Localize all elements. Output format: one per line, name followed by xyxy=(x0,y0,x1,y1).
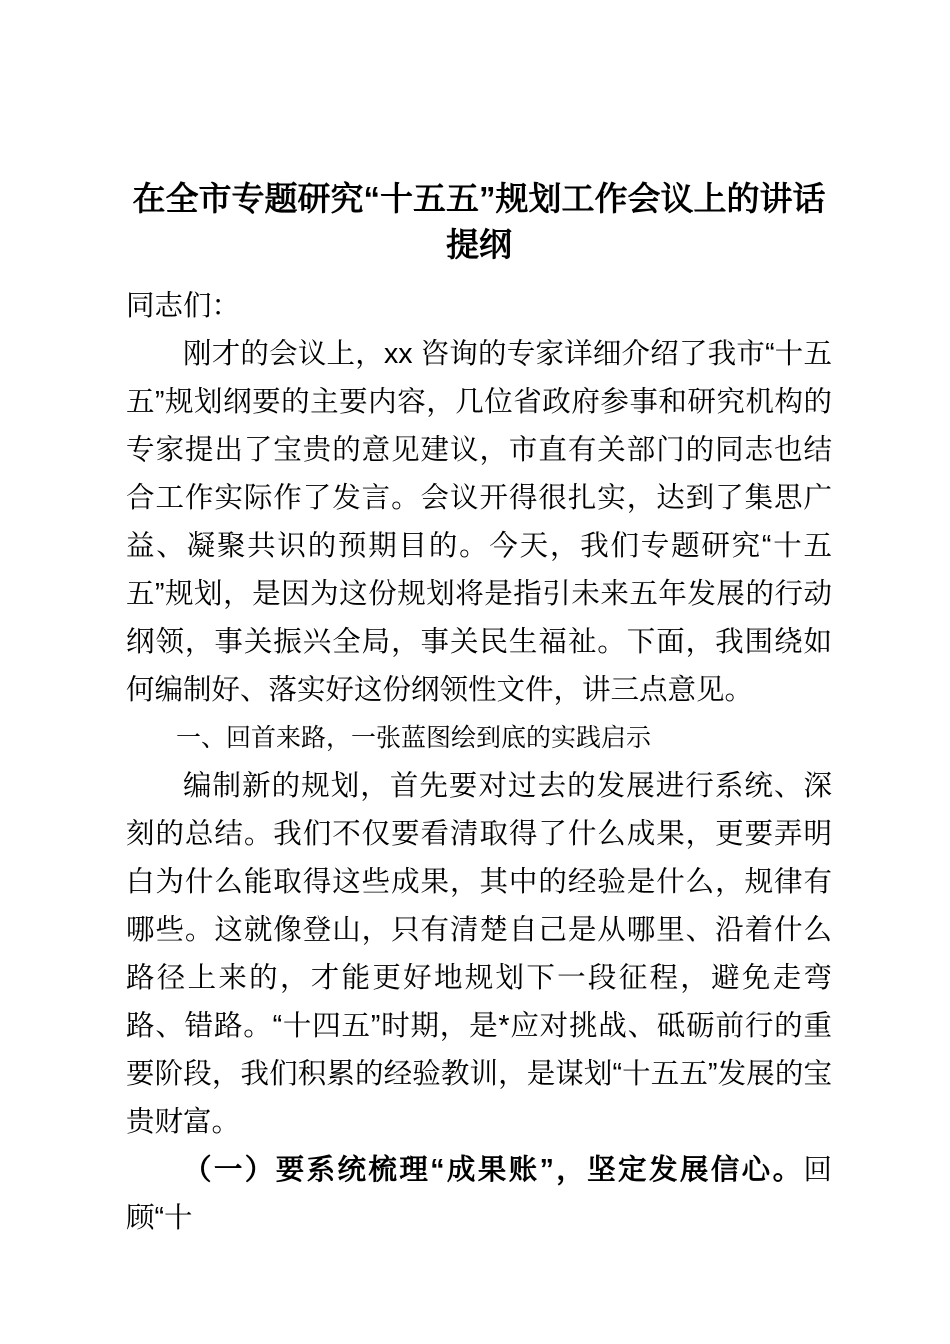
section-heading-1: 一、回首来路，一张蓝图绘到底的实践启示 xyxy=(176,724,652,752)
subsection-body-1-1: 回顾“十 xyxy=(126,1154,832,1234)
paragraph-intro: 刚才的会议上，xx 咨询的专家详细介绍了我市“十五五”规划纲要的主要内容，几位省政府参事和研究机构的专家提出了宝贵的意见建议，市直有关部门的同志也结合工作实际作了发言。会议开得很扎实，达到了集思广益、凝聚共识的预期目的。今天，我们专题研究“十五五”规划，是因为这份规划将是指引未来五年发展的行动纲领，事关振兴全局，事关民生福祉。下面，我围绕如何编制好、落实好这份纲领性文件，讲三点意见。 xyxy=(126,338,832,706)
subsection-heading-1-1: （一）要系统梳理“成果账”，坚定发展信心。 xyxy=(183,1154,804,1186)
paragraph-section-1-lead: 编制新的规划，首先要对过去的发展进行系统、深刻的总结。我们不仅要看清取得了什么成果，更要弄明白为什么能取得这些成果，其中的经验是什么，规律有哪些。这就像登山，只有清楚自己是从哪里、沿着什么路径上来的，才能更好地规划下一段征程，避免走弯路、错路。“十四五”时期，是*应对挑战、砥砺前行的重要阶段，我们积累的经验教训，是谋划“十五五”发展的宝贵财富。 xyxy=(126,770,832,1138)
salutation: 同志们： xyxy=(126,290,241,322)
document-body xyxy=(126,176,832,1242)
document-title: 在全市专题研究“十五五”规划工作会议上的讲话提纲 xyxy=(132,180,826,263)
paragraph-subsection-1-1 xyxy=(126,1146,832,1242)
